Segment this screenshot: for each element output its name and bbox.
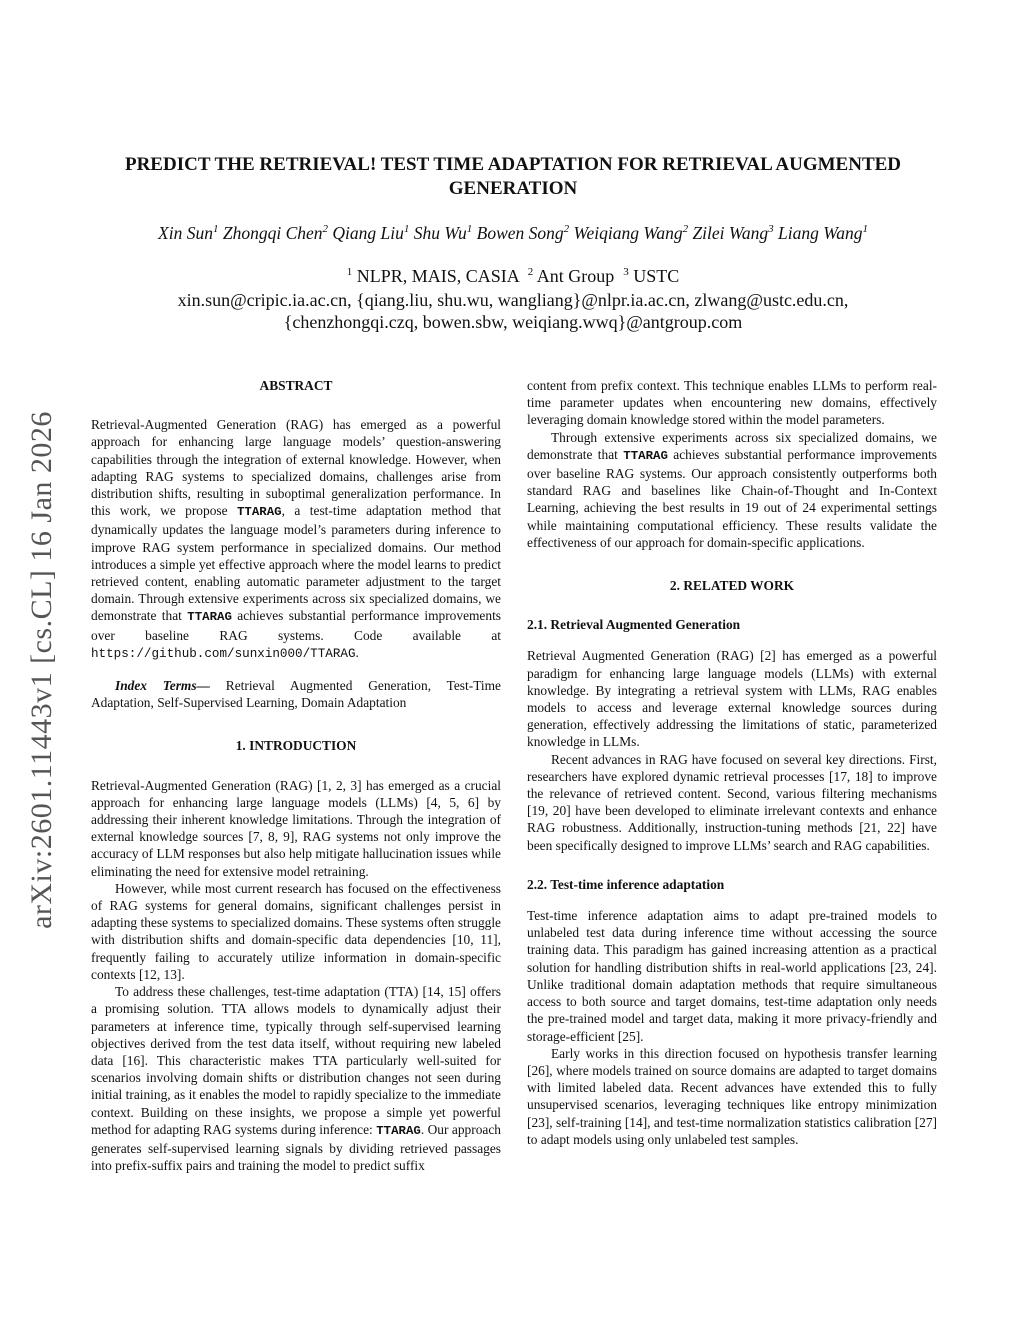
affiliations: $^1$ NLPR, MAIS, CASIA $^2$ Ant Group $^3$ USTC bbox=[346, 266, 680, 286]
related-paragraph: Recent advances in RAG have focused on several key directions. First, researchers have explored dynamic retrieval processes [17, 18] to improve the relevance of retrieved content. Second, various filtering mechanisms [19, 20] have been developed to eliminate irrelevant contexts and enhance RAG robustness. Additionally, instruction-tuning methods [21, 22] have been specifically designed to improve LLMs’ search and RAG capabilities. bbox=[527, 751, 937, 853]
intro-paragraph: However, while most current research has focused on the effectiveness of RAG systems for general domains, significant challenges persist in adapting these systems to specialized domains. These systems often struggle with distribution shifts and domain-specific data dependencies [10, 11], frequently failing to accurately utilize information in domain-specific contexts [12, 13]. bbox=[91, 880, 501, 982]
method-name: TTARAG bbox=[623, 448, 668, 463]
author: Qiang Liu$^1$ bbox=[332, 223, 410, 243]
method-name: TTARAG bbox=[237, 505, 282, 520]
related-paragraph: Test-time inference adaptation aims to adapt pre-trained models to unlabeled test data during inference time without accessing the source training data. This paradigm has gained increasing attention as a practical solution for handling distribution shifts in real-world applications [23, 24]. Unlike traditional domain adaptation methods that require simultaneous access to both source and target domains, test-time adaptation only needs the pre-trained model and target data, making it more privacy-friendly and storage-efficient [25]. bbox=[527, 908, 937, 1044]
email-line: {chenzhongqi.czq, bowen.sbw, weiqiang.wwq}@antgroup.com bbox=[283, 312, 743, 332]
author-list bbox=[70, 222, 956, 244]
author: Zhongqi Chen$^2$ bbox=[222, 223, 329, 243]
abstract-text: Retrieval-Augmented Generation (RAG) has emerged as a powerful approach for enhancing large language models’ question-answering capabilities through the integration of external knowledge. However, when adapting RAG systems to specialized domains, challenges arise from distribution shifts, resulting in suboptimal generalization performance. In this work, we propose TTARAG, a test-time adaptation method that dynamically updates the language model’s parameters during inference to improve RAG system performance in specialized domains. Our method introduces a simple yet effective approach where the model learns to predict retrieved content, enabling automatic parameter adjustment to the target domain. Through extensive experiments across six specialized domains, we demonstrate that TTARAG achieves substantial performance improvements over baseline RAG systems. Code available at https://github.com/sunxin000/TTARAG. bbox=[91, 417, 501, 661]
author: Bowen Song$^2$ bbox=[476, 223, 570, 243]
related-work-heading: 2. RELATED WORK bbox=[669, 578, 795, 594]
arxiv-id-text: arXiv:2601.11443v1 [cs.CL] 16 Jan 2026 bbox=[25, 411, 59, 929]
intro-paragraph: Retrieval-Augmented Generation (RAG) [1, 2, 3] has emerged as a crucial approach for enhancing large language models (LLMs) [4, 5, 6] by addressing their inherent knowledge limitations. Through the integration of external knowledge sources [7, 8, 9], RAG systems not only improve the accuracy of LLM responses but also help mitigate hallucination issues while eliminating the need for extensive model retraining. bbox=[91, 777, 501, 879]
author: Liang Wang$^1$ bbox=[778, 223, 868, 243]
author: Shu Wu$^1$ bbox=[413, 223, 473, 243]
intro-paragraph: content from prefix context. This technique enables LLMs to perform real-time parameter updates when encountering new domains, effectively leveraging domain knowledge stored within the model parameters. bbox=[527, 378, 937, 428]
email-line: xin.sun@cripic.ia.ac.cn, {qiang.liu, shu.wu, wangliang}@nlpr.ia.ac.cn, zlwang@ustc.edu.cn, bbox=[177, 290, 849, 310]
related-paragraph: Retrieval Augmented Generation (RAG) [2] has emerged as a powerful paradigm for enhancing large language models (LLMs) with external knowledge. By integrating a retrieval system with LLMs, RAG enables models to access and leverage external knowledge sources during generation, effectively addressing the limitations of static, parameterized knowledge in LLMs. bbox=[527, 648, 937, 750]
method-name: TTARAG bbox=[187, 610, 232, 625]
author-emails bbox=[90, 289, 936, 333]
index-terms: Index Terms— Retrieval Augmented Generation, Test-Time Adaptation, Self-Supervised Learning, Domain Adaptation bbox=[91, 678, 501, 711]
abstract-heading: ABSTRACT bbox=[259, 378, 333, 393]
right-column bbox=[527, 377, 937, 1148]
author: Xin Sun$^1$ bbox=[158, 223, 219, 243]
paper-title: PREDICT THE RETRIEVAL! TEST TIME ADAPTATION FOR RETRIEVAL AUGMENTED GENERATION bbox=[124, 154, 902, 199]
intro-paragraph: To address these challenges, test-time adaptation (TTA) [14, 15] offers a promising solution. TTA allows models to dynamically adjust their parameters at inference time, typically through self-supervised learning objectives derived from the test data itself, without requiring new labeled data [16]. This characteristic makes TTA particularly well-suited for scenarios involving domain shifts or distribution changes not seen during initial training, as it enables the model to rapidly specialize to the immediate context. Building on these insights, we propose a simple yet powerful method for adapting RAG systems during inference: TTARAG. Our approach generates self-supervised learning signals by dividing retrieved passages into prefix-suffix pairs and training the model to predict suffix bbox=[91, 984, 501, 1174]
code-link[interactable]: https://github.com/sunxin000/TTARAG bbox=[91, 646, 356, 661]
section-2-1-heading: 2.1. Retrieval Augmented Generation bbox=[527, 617, 741, 633]
method-name: TTARAG bbox=[376, 1123, 421, 1138]
author: Weiqiang Wang$^2$ bbox=[573, 223, 689, 243]
arxiv-identifier bbox=[12, 375, 72, 965]
introduction-heading: 1. INTRODUCTION bbox=[235, 738, 357, 754]
intro-paragraph: Through extensive experiments across six specialized domains, we demonstrate that TTARAG achieves substantial performance improvements over baseline RAG systems. Our approach consistently outperforms both standard RAG and baselines like Chain-of-Thought and In-Context Learning, achieving the best results in 19 out of 24 experimental settings while maintaining computational efficiency. These results validate the effectiveness of our approach for domain-specific applications. bbox=[527, 429, 937, 550]
related-paragraph: Early works in this direction focused on hypothesis transfer learning [26], where models trained on source domains are adapted to target domains with limited labeled data. Recent advances have extended this to fully unsupervised scenarios, leveraging techniques like entropy minimization [23], self-training [14], and test-time normalization statistics calibration [27] to adapt models using only unlabeled test samples. bbox=[527, 1045, 937, 1147]
section-2-2-heading: 2.2. Test-time inference adaptation bbox=[527, 876, 725, 892]
author: Zilei Wang$^3$ bbox=[692, 223, 774, 243]
left-column bbox=[91, 377, 501, 1174]
